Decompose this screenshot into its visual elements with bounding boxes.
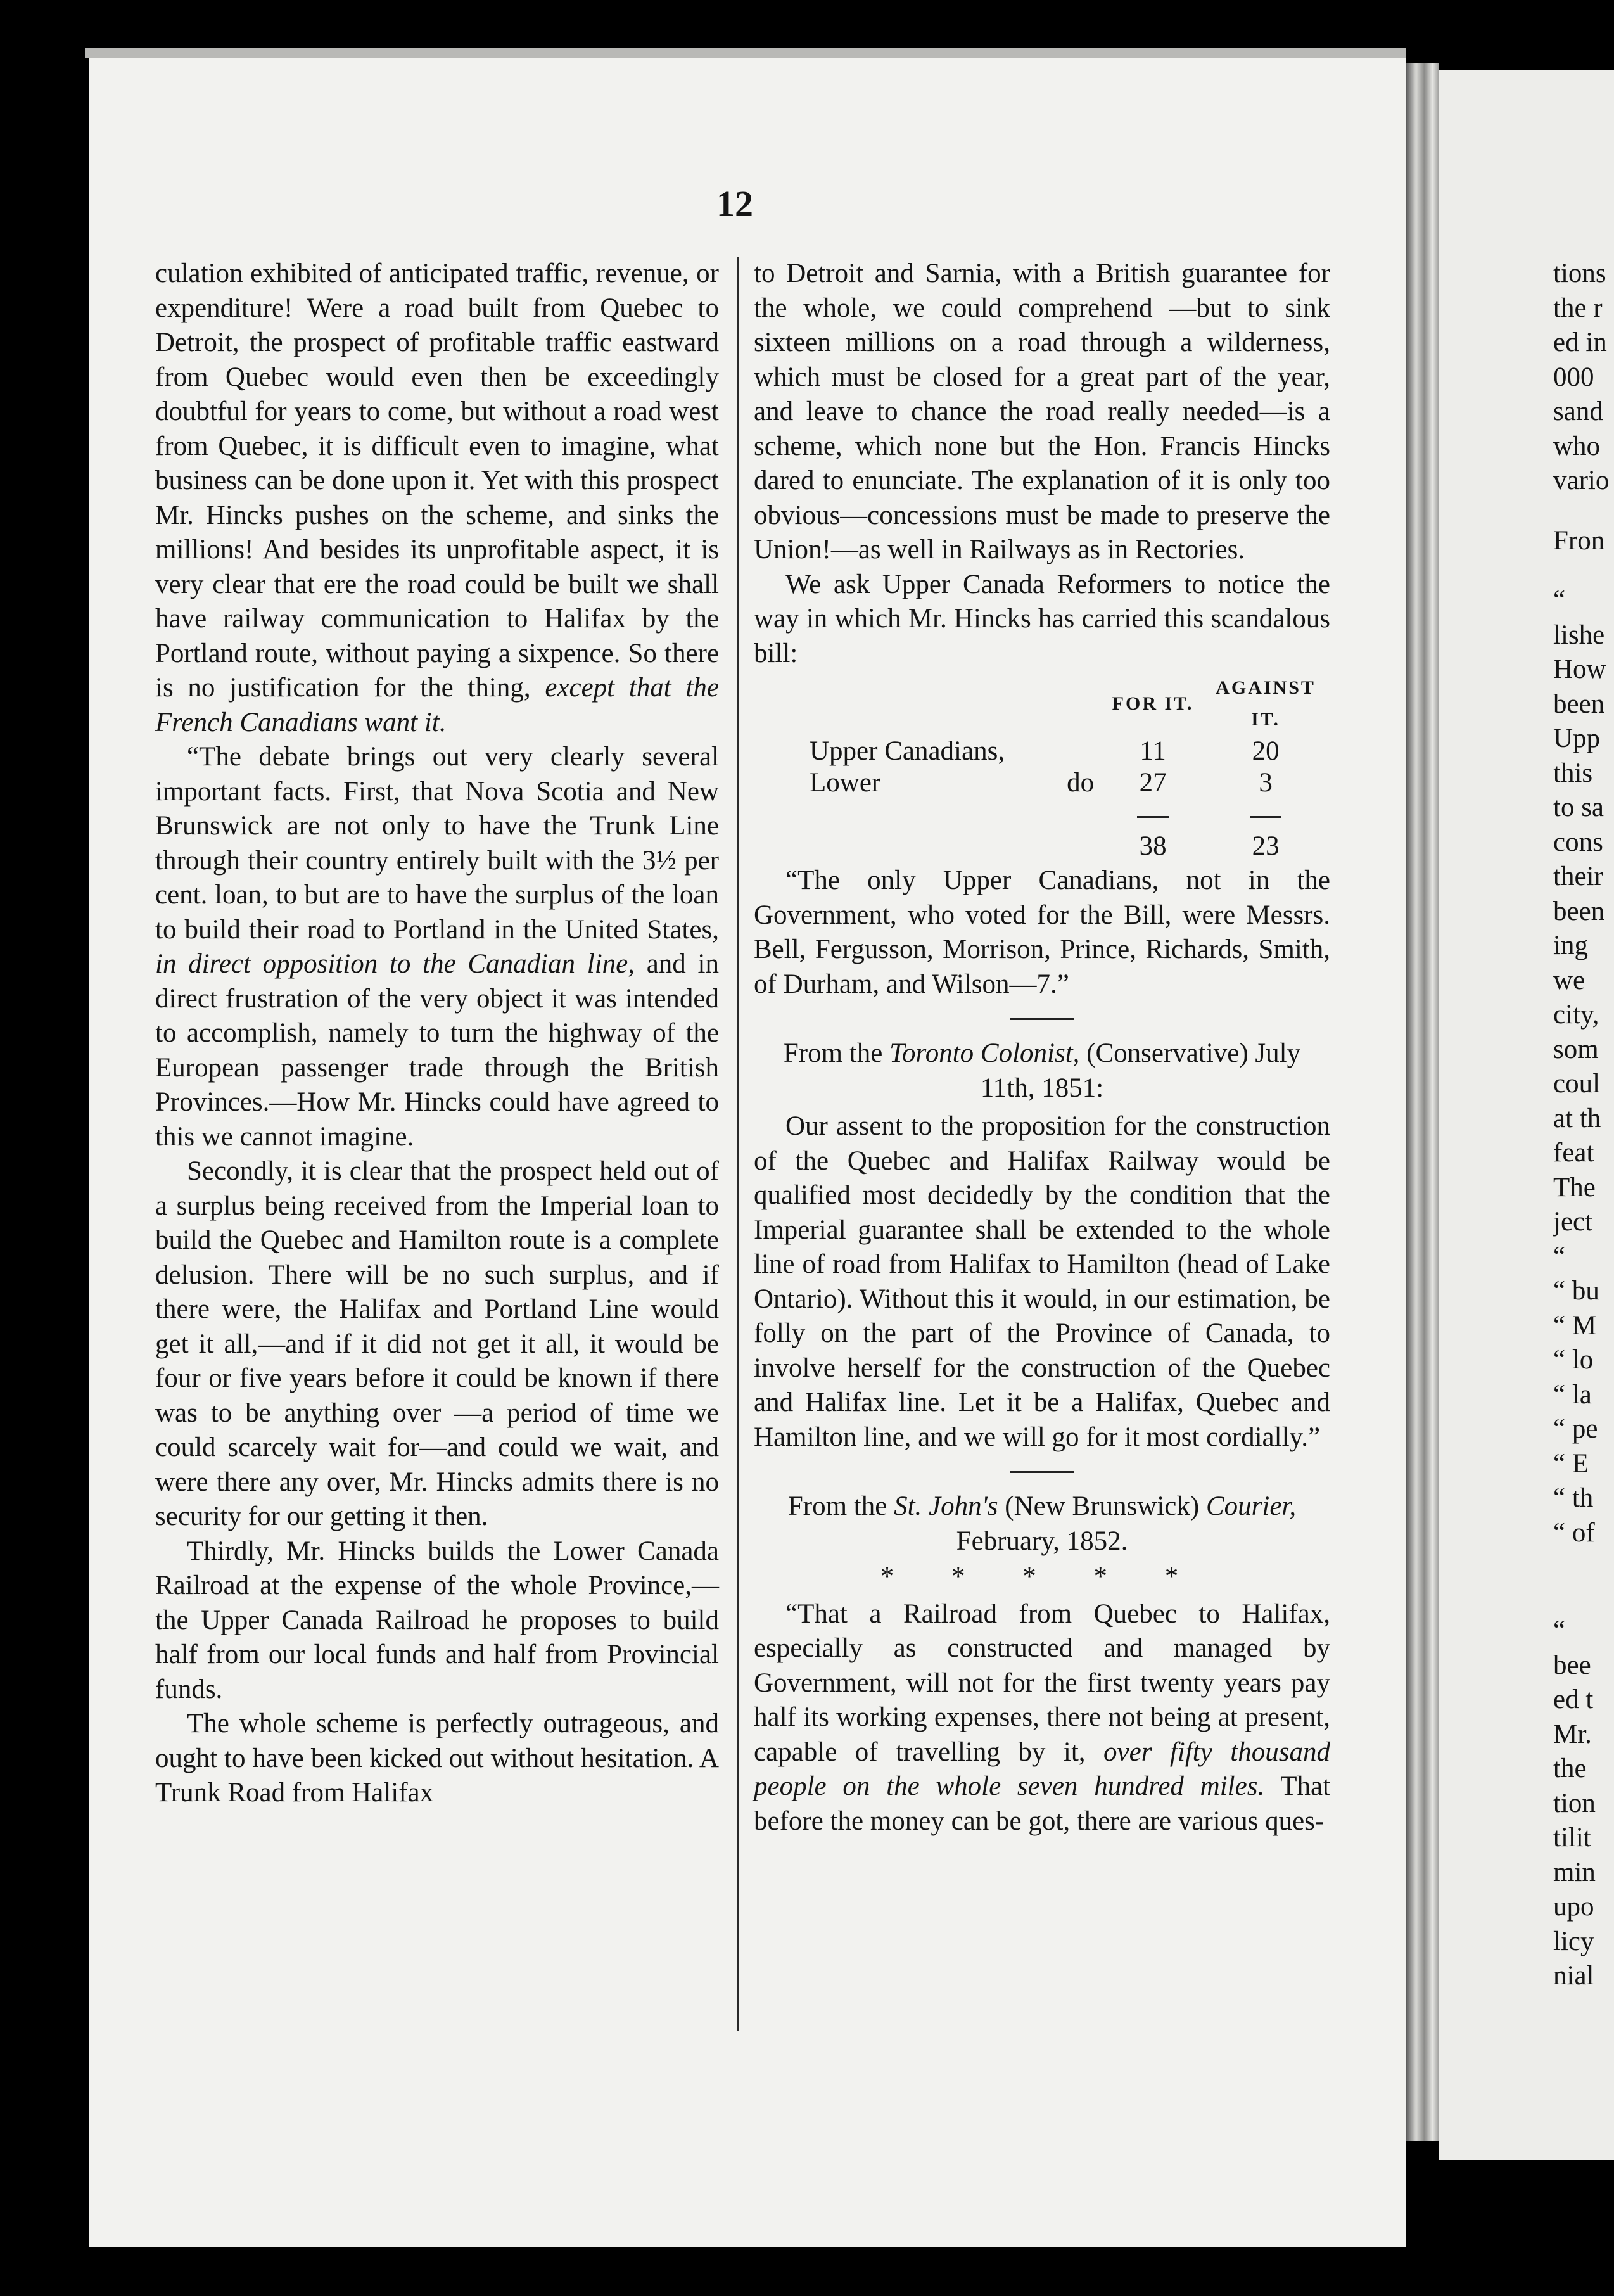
text-line: “ xyxy=(1553,1616,1566,1645)
text-line: “ E xyxy=(1553,1448,1589,1479)
text-line: “ la xyxy=(1553,1379,1592,1410)
line-group xyxy=(1553,584,1614,1240)
text-line: cons xyxy=(1553,827,1603,857)
text-line: tion xyxy=(1553,1788,1596,1818)
book-gutter xyxy=(1406,63,1439,2141)
text-line: licy xyxy=(1553,1926,1594,1956)
vote-row: Lower do 27 3 xyxy=(810,768,1273,798)
text-line: Upp xyxy=(1553,724,1601,753)
text-line: The xyxy=(1553,1172,1596,1202)
text-line: at th xyxy=(1553,1103,1601,1133)
vote-total-row: 38 23 xyxy=(1139,831,1280,861)
column-right-cropped xyxy=(1553,257,1614,1994)
header-against: AGAINST IT. xyxy=(1216,677,1316,730)
paragraph: “The debate brings out very clearly several important facts. First, that Nova Scotia and New Brunswick are not only to have the Trunk Line through their country entirely built with the 3½ per cent. loan, to but are to have the surplus of the loan to build their road to Portland in the United States, in direct opposition to the Canadian line, and in direct frustration of the very object it was intended to accomplish, namely to turn the highway of the European passenger trade through the British Provinces.—How Mr. Hincks could have agreed to this we cannot imagine. xyxy=(155,742,719,1152)
asterisk-break: * * * * * xyxy=(880,1562,1204,1591)
divider xyxy=(1010,1471,1074,1473)
paragraph: “That a Railroad from Quebec to Halifax, especially as constructed and managed by Government, will not for the first twenty years pay half its working expenses, there not being at present, capable of travelling by it, over fifty thousand people on the whole seven hundred miles. That before the money can be got, there are various ques- xyxy=(754,1598,1330,1836)
text-line: sand xyxy=(1553,397,1603,426)
text-line: min xyxy=(1553,1857,1596,1887)
paragraph: to Detroit and Sarnia, with a British guarantee for the whole, we could comprehend —but to sink sixteen millions on a road through a wilderness, which must be closed for a great part of the year, and leave to chance the road really needed—is a scheme, which none but the Hon. Francis Hincks dared to enunciate. The explanation of it is only too obvious—concessions must be made to preserve the Union!—as well in Railways as in Rectories. xyxy=(754,258,1330,564)
text-line: “ pe xyxy=(1553,1414,1598,1444)
text-line: bee xyxy=(1553,1650,1591,1680)
text-line: “ of xyxy=(1553,1517,1595,1548)
paragraph: The whole scheme is perfectly outrageous, and ought to have been kicked out without hesitation. A Trunk Road from Halifax xyxy=(155,1709,719,1808)
vote-row: Upper Canadians, 11 20 xyxy=(810,736,1280,766)
text-line: this xyxy=(1553,758,1593,788)
text-line: ed t xyxy=(1553,1685,1594,1714)
text-line: “ bu xyxy=(1553,1276,1599,1306)
line-group xyxy=(1553,1614,1614,1994)
source-heading: From the Toronto Colonist, (Conservative) July 11th, 1851: xyxy=(783,1038,1301,1103)
text-line: been xyxy=(1553,896,1605,926)
paragraph: culation exhibited of anticipated traffic, revenue, or expenditure! Were a road built from Quebec to Detroit, the prospect of profitable traffic eastward from Quebec would even then be exceedingly doubtful for years to come, but without a road west from Quebec, it is difficult even to imagine, what business can be done upon it. Yet with this prospect Mr. Hincks pushes on the scheme, and sinks the millions! And besides its unprofitable aspect, it is very clear that ere the road could be built we shall have railway communication to Halifax by the Portland route, without paying a sixpence. So there is no justification for the thing, except that the French Canadians want it. xyxy=(155,258,719,737)
column-left xyxy=(155,257,719,1811)
text-line: coul xyxy=(1553,1069,1601,1099)
text-line: “ xyxy=(1553,1241,1566,1272)
text-line: tilit xyxy=(1553,1823,1591,1853)
text-line: “ xyxy=(1553,585,1566,615)
vote-header-row xyxy=(810,672,1325,736)
text-line: nial xyxy=(1553,1961,1594,1991)
text-line: lishe xyxy=(1553,620,1605,650)
text-line: the xyxy=(1553,1754,1587,1783)
column-middle xyxy=(754,257,1330,1839)
text-line: city, xyxy=(1553,1000,1599,1030)
vote-rule-row xyxy=(810,799,1325,831)
text-line: ing xyxy=(1553,931,1588,960)
text-line: we xyxy=(1553,965,1585,995)
emphasis: in direct opposition to the Canadian line, xyxy=(155,949,635,979)
text-line: their xyxy=(1553,862,1603,891)
column-rule xyxy=(737,257,739,2031)
text-line: “ lo xyxy=(1553,1345,1594,1375)
text-line: ed in xyxy=(1553,328,1607,357)
text-line: tions xyxy=(1553,258,1606,288)
header-for: FOR IT. xyxy=(1112,693,1194,714)
text-line: Mr. xyxy=(1553,1719,1592,1749)
text-line: who xyxy=(1553,431,1601,461)
text-line: “ th xyxy=(1553,1483,1594,1513)
emphasis: except that the French Canadians want it. xyxy=(155,673,719,737)
divider xyxy=(1010,1018,1074,1020)
line-group xyxy=(1553,1240,1614,1551)
text-line: upo xyxy=(1553,1892,1594,1922)
text-line: Fron xyxy=(1553,525,1605,556)
text-line: vario xyxy=(1553,466,1610,495)
text-line: to sa xyxy=(1553,793,1604,822)
paragraph: We ask Upper Canada Reformers to notice the way in which Mr. Hincks has carried this scandalous bill: xyxy=(754,569,1330,668)
text-line: ject xyxy=(1553,1207,1593,1237)
line-group xyxy=(1553,257,1614,499)
text-line: som xyxy=(1553,1034,1599,1064)
text-line: “ M xyxy=(1553,1310,1597,1341)
emphasis: over fifty thousand people on the whole seven hundred miles. xyxy=(754,1737,1330,1801)
text-line: How xyxy=(1553,654,1606,684)
source-heading: From the St. John's (New Brunswick) Courier, February, 1852. xyxy=(787,1491,1297,1556)
paragraph: Thirdly, Mr. Hincks builds the Lower Canada Railroad at the expense of the whole Province,—the Upper Canada Railroad he proposes to build half from our local funds and half from Provincial funds. xyxy=(155,1536,719,1704)
vote-table xyxy=(810,672,1325,862)
text-line: feat xyxy=(1553,1138,1594,1168)
text-line: 000 xyxy=(1553,362,1594,392)
text-line: been xyxy=(1553,689,1605,719)
paragraph: Secondly, it is clear that the prospect held out of a surplus being received from the Imperial loan to build the Quebec and Hamilton route is a complete delusion. There will be no such surplus, and if there were, the Halifax and Portland Line would get it all,—and if it did not get it all, it would be four or five years before it could be known if there was to be anything over —a period of time we could scarcely wait for—and could we wait, and were there any over, Mr. Hincks admits there is no security for our getting it then. xyxy=(155,1156,719,1531)
paragraph: “The only Upper Canadians, not in the Government, who voted for the Bill, were Messrs. Bell, Fergusson, Morrison, Prince, Richards, Smith, of Durham, and Wilson—7.” xyxy=(754,865,1330,999)
page-number: 12 xyxy=(716,183,753,224)
text-line: the r xyxy=(1553,293,1603,323)
paragraph: Our assent to the proposition for the construction of the Quebec and Halifax Railway would be qualified most decidedly by the condition that the Imperial guarantee shall be extended to the whole line of road from Halifax to Hamilton (head of Lake Ontario). Without this it would, in our estimation, be folly on the part of the Province of Canada, to involve herself for the construction of the Quebec and Halifax line. Let it be a Halifax, Quebec and Hamilton line, and we will go for it most cordially.” xyxy=(754,1111,1330,1452)
